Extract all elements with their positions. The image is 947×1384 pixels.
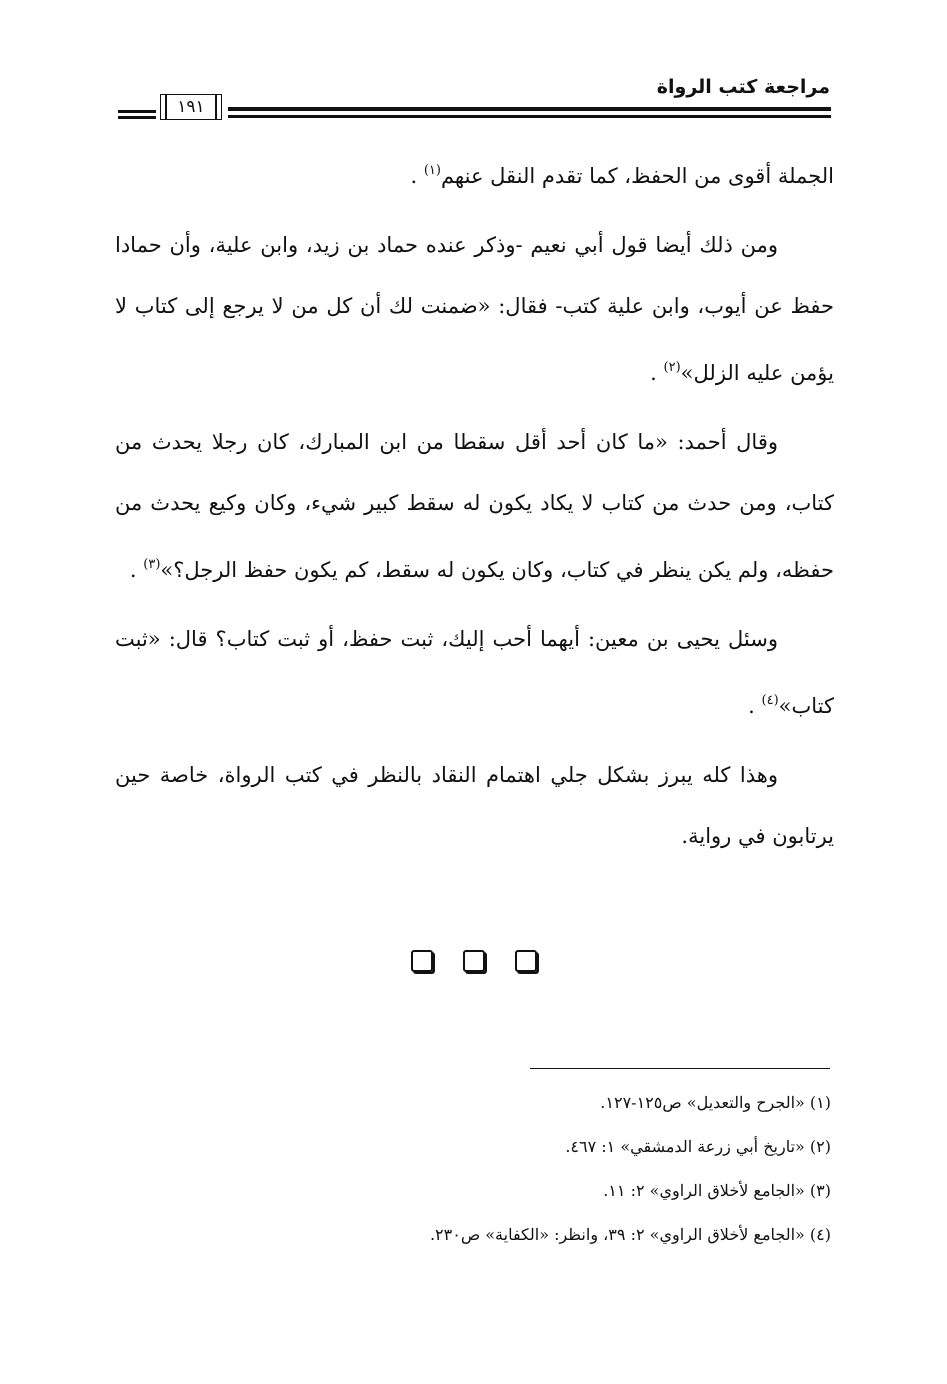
paragraph-3-end: . bbox=[129, 558, 144, 582]
paragraph-5 bbox=[115, 745, 834, 867]
paragraph-3 bbox=[115, 412, 834, 601]
main-text bbox=[115, 140, 834, 875]
header-rule-right-top bbox=[228, 107, 831, 111]
square-icon bbox=[411, 950, 433, 972]
header-rule-right-bottom bbox=[228, 115, 831, 118]
footnote-ref-1: (١) bbox=[423, 163, 441, 178]
header-rule-left-top bbox=[118, 110, 156, 113]
paragraph-1 bbox=[115, 140, 834, 207]
paragraph-5-text: وهذا كله يبرز بشكل جلي اهتمام النقاد بالنظر في كتب الرواة، خاصة حين يرتابون في رواية. bbox=[115, 763, 834, 848]
footnote-ref-4: (٤) bbox=[761, 693, 779, 708]
square-icon bbox=[515, 950, 537, 972]
paragraph-3-text: وقال أحمد: «ما كان أحد أقل سقطا من ابن المبارك، كان رجلا يحدث من كتاب، ومن حدث من كتاب لا يكاد يكون له سقط كبير شيء، وكان وكيع يحدث من حفظه، ولم يكن ينظر في كتاب، وكان يكون له سقط، كم يكون حفظ الرجل؟» bbox=[115, 430, 834, 582]
section-separator bbox=[0, 950, 947, 972]
page-number: ١٩١ bbox=[177, 97, 205, 117]
footnote-ref-2: (٢) bbox=[663, 360, 681, 375]
running-header-title: مراجعة كتب الرواة bbox=[656, 76, 830, 98]
footnote-4: (٤) «الجامع لأخلاق الراوي» ٢: ٣٩، وانظر: «الكفاية» ص٢٣٠. bbox=[429, 1225, 831, 1244]
paragraph-2-text: ومن ذلك أيضا قول أبي نعيم -وذكر عنده حماد بن زيد، وابن علية، وأن حمادا حفظ عن أيوب، وابن علية كتب- فقال: «ضمنت لك أن كل من لا يرجع إلى كتاب لا يؤمن عليه الزلل» bbox=[115, 233, 834, 385]
footnote-2: (٢) «تاريخ أبي زرعة الدمشقي» ١: ٤٦٧. bbox=[565, 1137, 831, 1156]
paragraph-4-text: وسئل يحيى بن معين: أيهما أحب إليك، ثبت حفظ، أو ثبت كتاب؟ قال: «ثبت كتاب» bbox=[115, 627, 834, 718]
footnote-divider bbox=[530, 1068, 830, 1069]
square-icon bbox=[463, 950, 485, 972]
header-rule-left-bottom bbox=[118, 116, 156, 119]
paragraph-2 bbox=[115, 215, 834, 404]
paragraph-1-end: . bbox=[410, 164, 424, 188]
paragraph-1-text: الجملة أقوى من الحفظ، كما تقدم النقل عنهم bbox=[440, 164, 834, 188]
paragraph-2-end: . bbox=[650, 361, 664, 385]
footnotes bbox=[111, 1088, 831, 1264]
paragraph-4 bbox=[115, 609, 834, 737]
footnote-1: (١) «الجرح والتعديل» ص١٢٥-١٢٧. bbox=[600, 1093, 831, 1112]
footnote-ref-3: (٣) bbox=[143, 557, 161, 572]
page-number-box bbox=[160, 94, 222, 120]
footnote-3: (٣) «الجامع لأخلاق الراوي» ٢: ١١. bbox=[603, 1181, 831, 1200]
paragraph-4-end: . bbox=[748, 694, 762, 718]
